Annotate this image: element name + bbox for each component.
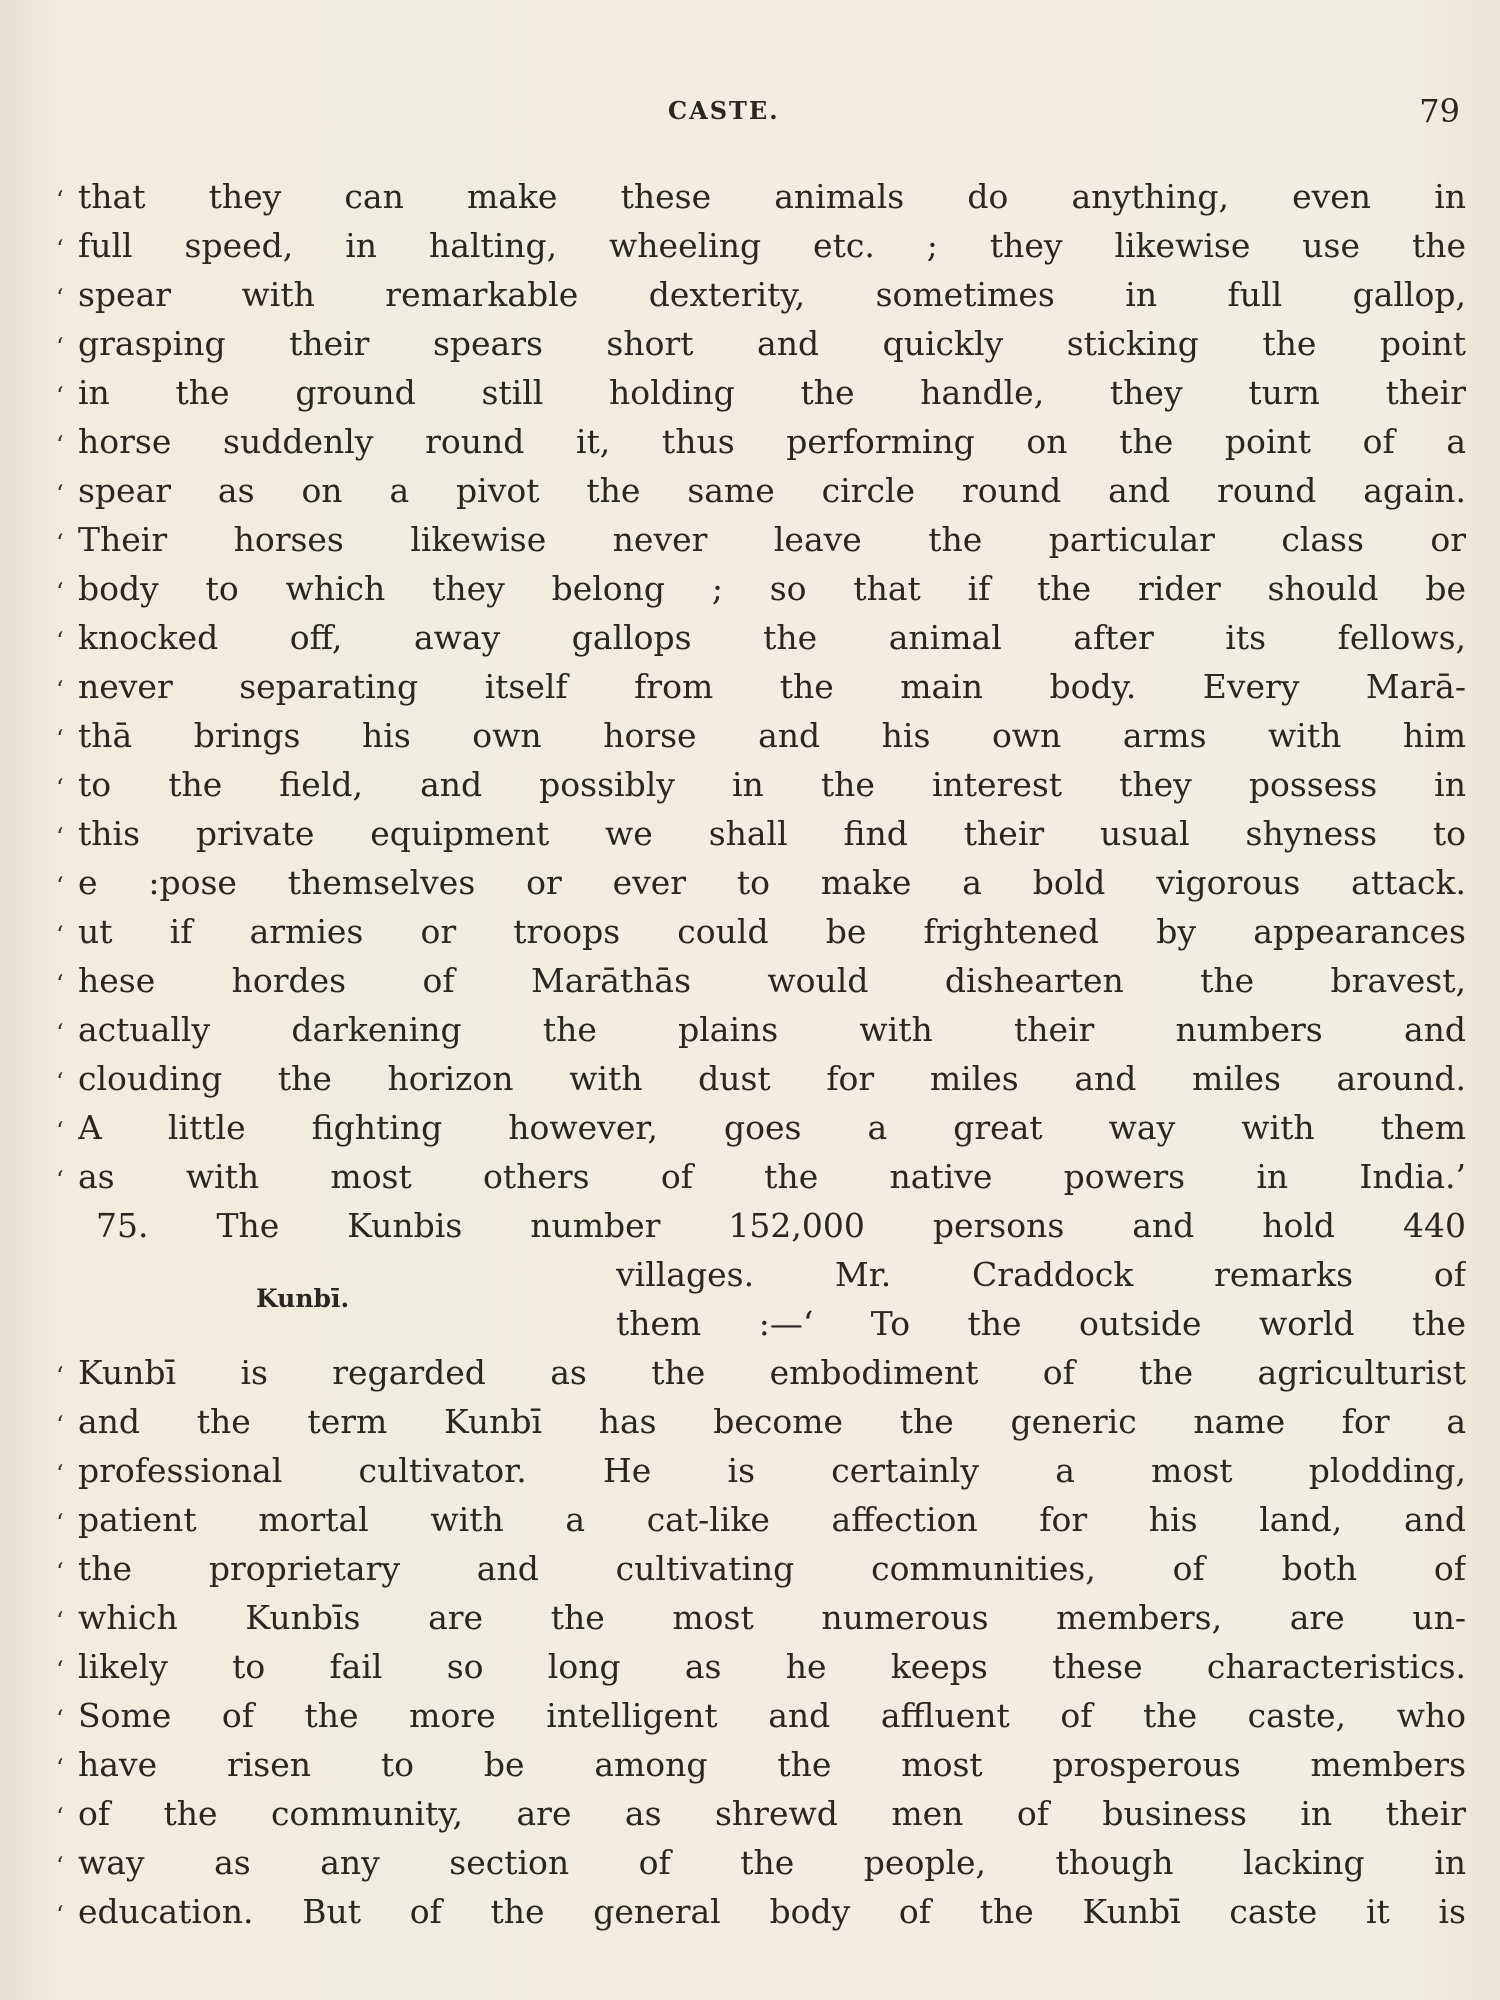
quote-mark: ‘	[56, 676, 64, 704]
quote-mark: ‘	[56, 382, 64, 410]
text-line	[56, 368, 1466, 417]
text-line	[56, 1838, 1466, 1887]
line-text: professional cultivator. He is certainly a most plodding,	[78, 1451, 1466, 1490]
line-text: the proprietary and cultivating communities, of both of	[78, 1549, 1466, 1588]
text-line	[56, 1103, 1466, 1152]
text-line	[56, 858, 1466, 907]
line-text: patient mortal with a cat-like affection for his land, and	[78, 1500, 1466, 1539]
quote-mark: ‘	[56, 1901, 64, 1929]
line-text: Some of the more intelligent and affluent of the caste, who	[78, 1696, 1466, 1735]
quote-mark: ‘	[56, 627, 64, 655]
side-lines	[616, 1250, 1466, 1348]
quote-mark: ‘	[56, 1166, 64, 1194]
text-line	[56, 907, 1466, 956]
quote-mark: ‘	[56, 1607, 64, 1635]
text-line	[56, 172, 1466, 221]
text-line	[56, 1495, 1466, 1544]
body-text	[56, 172, 1466, 1936]
line-text: clouding the horizon with dust for miles and miles around.	[78, 1059, 1466, 1098]
line-text: e :pose themselves or ever to make a bold vigorous attack.	[78, 863, 1466, 902]
text-line	[56, 319, 1466, 368]
text-line	[56, 1005, 1466, 1054]
quote-mark: ‘	[56, 431, 64, 459]
line-text: A little fighting however, goes a great way with them	[78, 1108, 1466, 1147]
text-line	[56, 270, 1466, 319]
quote-mark: ‘	[56, 235, 64, 263]
quote-mark: ‘	[56, 1117, 64, 1145]
text-line	[56, 760, 1466, 809]
quote-mark: ‘	[56, 480, 64, 508]
quoted-passage	[56, 172, 1466, 1201]
text-line	[56, 1691, 1466, 1740]
text-line	[56, 711, 1466, 760]
line-text: Their horses likewise never leave the particular class or	[78, 520, 1466, 559]
line-text: of the community, are as shrewd men of business in their	[78, 1794, 1466, 1833]
quote-mark: ‘	[56, 1558, 64, 1586]
text-line	[56, 221, 1466, 270]
line-text: have risen to be among the most prosperous members	[78, 1745, 1466, 1784]
page-number: 79	[1419, 92, 1460, 130]
side-heading-row	[56, 1250, 1466, 1348]
line-text: body to which they belong ; so that if the rider should be	[78, 569, 1466, 608]
text-line	[56, 809, 1466, 858]
line-text: actually darkening the plains with their numbers and	[78, 1010, 1466, 1049]
line-text: to the field, and possibly in the interest they possess in	[78, 765, 1466, 804]
text-line: them :—‘ To the outside world the	[616, 1304, 1466, 1343]
line-text: in the ground still holding the handle, they turn their	[78, 373, 1466, 412]
quote-mark: ‘	[56, 774, 64, 802]
line-text: spear as on a pivot the same circle round and round again.	[78, 471, 1466, 510]
quote-mark: ‘	[56, 970, 64, 998]
quote-mark: ‘	[56, 1803, 64, 1831]
line-text: ut if armies or troops could be frightened by appearances	[78, 912, 1466, 951]
text-line	[56, 1740, 1466, 1789]
text-line	[56, 1446, 1466, 1495]
quote-mark: ‘	[56, 1068, 64, 1096]
quote-mark: ‘	[56, 578, 64, 606]
text-line	[56, 613, 1466, 662]
line-text: way as any section of the people, though lacking in	[78, 1843, 1466, 1882]
quote-mark: ‘	[56, 1509, 64, 1537]
quote-mark: ‘	[56, 1362, 64, 1390]
line-text: never separating itself from the main body. Every Marā-	[78, 667, 1466, 706]
text-line	[56, 1054, 1466, 1103]
quote-mark: ‘	[56, 872, 64, 900]
line-text: which Kunbīs are the most numerous members, are un-	[78, 1598, 1466, 1637]
quote-mark: ‘	[56, 1754, 64, 1782]
page-header	[0, 92, 1500, 132]
line-text: as with most others of the native powers in India.’	[78, 1157, 1466, 1196]
line-text: and the term Kunbī has become the generic name for a	[78, 1402, 1466, 1441]
text-line	[56, 564, 1466, 613]
line-text: grasping their spears short and quickly sticking the point	[78, 324, 1466, 363]
quote-mark: ‘	[56, 1852, 64, 1880]
line-text: education. But of the general body of the Kunbī caste it is	[78, 1892, 1466, 1931]
line-text: knocked off, away gallops the animal after its fellows,	[78, 618, 1466, 657]
quote-mark: ‘	[56, 186, 64, 214]
text-line	[56, 417, 1466, 466]
quote-mark: ‘	[56, 1460, 64, 1488]
paragraph-75-first-line: 75. The Kunbis number 152,000 persons and hold 440	[96, 1206, 1466, 1245]
line-text: that they can make these animals do anything, even in	[78, 177, 1466, 216]
line-text: likely to fail so long as he keeps these characteristics.	[78, 1647, 1466, 1686]
text-line	[56, 956, 1466, 1005]
quote-mark: ‘	[56, 284, 64, 312]
text-line	[56, 1593, 1466, 1642]
quote-mark: ‘	[56, 1019, 64, 1047]
text-line	[56, 515, 1466, 564]
text-line	[56, 662, 1466, 711]
text-line	[56, 466, 1466, 515]
text-line	[56, 1642, 1466, 1691]
quote-mark: ‘	[56, 1656, 64, 1684]
side-heading-kunbi: Kunbī.	[256, 1284, 350, 1313]
line-text: thā brings his own horse and his own arms with him	[78, 716, 1466, 755]
text-line	[56, 1152, 1466, 1201]
quote-mark: ‘	[56, 1411, 64, 1439]
line-text: this private equipment we shall find their usual shyness to	[78, 814, 1466, 853]
text-line	[56, 1348, 1466, 1397]
quote-mark: ‘	[56, 725, 64, 753]
quote-mark: ‘	[56, 1705, 64, 1733]
line-text: full speed, in halting, wheeling etc. ; they likewise use the	[78, 226, 1466, 265]
quote-mark: ‘	[56, 921, 64, 949]
quote-mark: ‘	[56, 333, 64, 361]
line-text: spear with remarkable dexterity, sometimes in full gallop,	[78, 275, 1466, 314]
quote-mark: ‘	[56, 529, 64, 557]
line-text: hese hordes of Marāthās would dishearten the bravest,	[78, 961, 1466, 1000]
kunbi-quote	[56, 1348, 1466, 1936]
text-line: villages. Mr. Craddock remarks of	[616, 1255, 1466, 1294]
running-title: CASTE.	[668, 96, 780, 125]
text-line	[56, 1887, 1466, 1936]
text-line	[56, 1789, 1466, 1838]
line-text: Kunbī is regarded as the embodiment of the agriculturist	[78, 1353, 1466, 1392]
line-text: horse suddenly round it, thus performing on the point of a	[78, 422, 1466, 461]
quote-mark: ‘	[56, 823, 64, 851]
text-line	[56, 1544, 1466, 1593]
text-line	[56, 1397, 1466, 1446]
